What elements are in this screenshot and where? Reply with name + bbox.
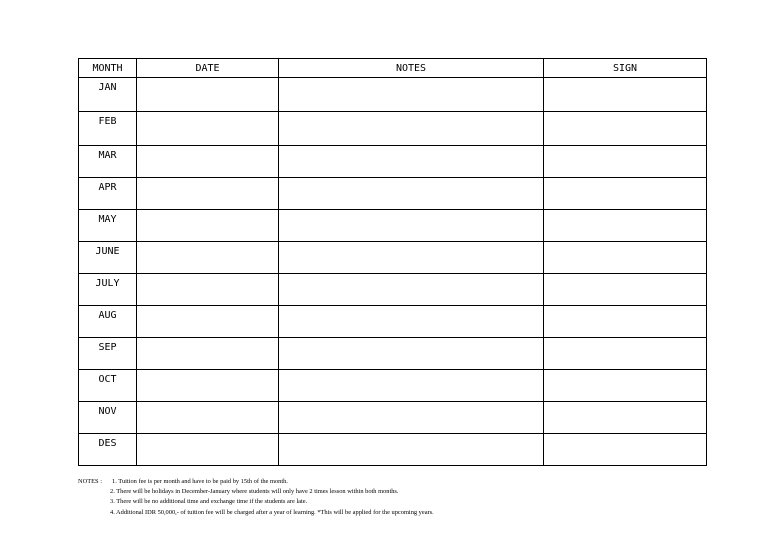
month-cell: MAY — [79, 210, 137, 242]
tuition-log-table — [78, 58, 707, 466]
month-cell: SEP — [79, 338, 137, 370]
sign-cell[interactable] — [544, 370, 707, 402]
sign-cell[interactable] — [544, 274, 707, 306]
table-row — [79, 78, 707, 112]
header-notes: NOTES — [279, 59, 544, 78]
date-cell[interactable] — [137, 274, 279, 306]
sign-cell[interactable] — [544, 112, 707, 146]
month-cell: DES — [79, 434, 137, 466]
date-cell[interactable] — [137, 78, 279, 112]
note-item: 3. There will be no additional time and exchange time if the students are late. — [110, 498, 308, 506]
date-cell[interactable] — [137, 146, 279, 178]
table-row — [79, 112, 707, 146]
month-cell: JUNE — [79, 242, 137, 274]
sign-cell[interactable] — [544, 146, 707, 178]
sign-cell[interactable] — [544, 338, 707, 370]
sign-cell[interactable] — [544, 402, 707, 434]
notes-list — [110, 477, 434, 518]
month-cell: JAN — [79, 78, 137, 112]
header-date: DATE — [137, 59, 279, 78]
table-row — [79, 434, 707, 466]
table-header-row — [79, 59, 707, 78]
table-row — [79, 370, 707, 402]
notes-cell[interactable] — [279, 112, 544, 146]
notes-cell[interactable] — [279, 274, 544, 306]
date-cell[interactable] — [137, 434, 279, 466]
notes-cell[interactable] — [279, 402, 544, 434]
notes-label: NOTES : — [78, 478, 102, 485]
notes-cell[interactable] — [279, 210, 544, 242]
date-cell[interactable] — [137, 402, 279, 434]
table-row — [79, 402, 707, 434]
header-sign: SIGN — [544, 59, 707, 78]
notes-cell[interactable] — [279, 242, 544, 274]
month-cell: MAR — [79, 146, 137, 178]
date-cell[interactable] — [137, 338, 279, 370]
date-cell[interactable] — [137, 178, 279, 210]
sign-cell[interactable] — [544, 210, 707, 242]
note-item: 1. Tuition fee is per month and have to be paid by 15th of the month. — [112, 478, 288, 485]
notes-cell[interactable] — [279, 306, 544, 338]
date-cell[interactable] — [137, 210, 279, 242]
notes-cell[interactable] — [279, 434, 544, 466]
table-row — [79, 338, 707, 370]
month-cell: OCT — [79, 370, 137, 402]
notes-cell[interactable] — [279, 338, 544, 370]
date-cell[interactable] — [137, 370, 279, 402]
month-cell: NOV — [79, 402, 137, 434]
note-item: 2. There will be holidays in December-January where students will only have 2 times lesson within both months. — [110, 488, 399, 496]
table-row — [79, 242, 707, 274]
notes-cell[interactable] — [279, 178, 544, 210]
table-row — [79, 306, 707, 338]
notes-cell[interactable] — [279, 370, 544, 402]
month-cell: FEB — [79, 112, 137, 146]
sign-cell[interactable] — [544, 434, 707, 466]
month-cell: AUG — [79, 306, 137, 338]
sign-cell[interactable] — [544, 78, 707, 112]
month-cell: JULY — [79, 274, 137, 306]
notes-cell[interactable] — [279, 146, 544, 178]
table-row — [79, 146, 707, 178]
sign-cell[interactable] — [544, 306, 707, 338]
date-cell[interactable] — [137, 242, 279, 274]
notes-cell[interactable] — [279, 78, 544, 112]
sign-cell[interactable] — [544, 242, 707, 274]
header-month: MONTH — [79, 59, 137, 78]
note-item: 4. Additional IDR 50,000,- of tuition fee will be charged after a year of learning. *This will be applied for the upcoming years. — [110, 508, 434, 516]
date-cell[interactable] — [137, 306, 279, 338]
table-row — [79, 178, 707, 210]
sign-cell[interactable] — [544, 178, 707, 210]
date-cell[interactable] — [137, 112, 279, 146]
table-row — [79, 210, 707, 242]
month-cell: APR — [79, 178, 137, 210]
table-row — [79, 274, 707, 306]
